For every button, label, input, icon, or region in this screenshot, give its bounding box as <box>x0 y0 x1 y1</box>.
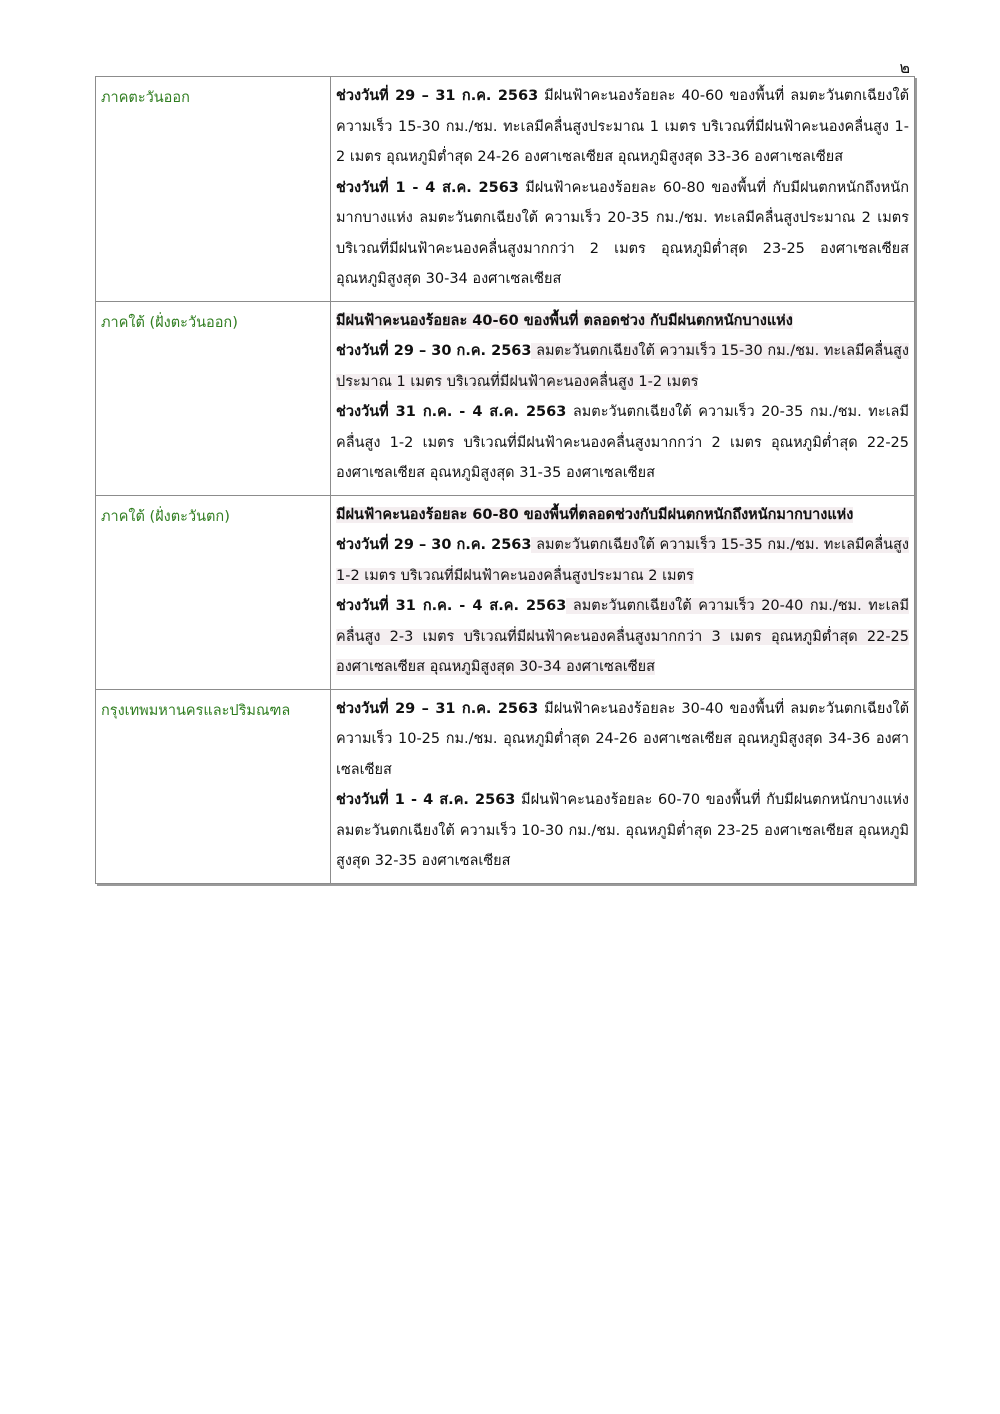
region-name: ภาคใต้ (ฝั่งตะวันตก) <box>96 495 331 689</box>
period-label: ช่วงวันที่ 29 – 30 ก.ค. 2563 <box>336 343 532 359</box>
table-row <box>96 495 915 689</box>
forecast-paragraph <box>336 173 909 295</box>
period-label: ช่วงวันที่ 1 - 4 ส.ค. 2563 <box>336 792 516 808</box>
forecast-paragraph <box>336 500 909 531</box>
period-label: ช่วงวันที่ 29 – 30 ก.ค. 2563 <box>336 537 532 553</box>
forecast-table <box>95 76 915 884</box>
period-text: ลมตะวันตกเฉียงใต้ ความเร็ว 15-30 กม./ชม. ทะเลมีคลื่นสูงประมาณ 1 เมตร บริเวณที่มีฝนฟ้าคะนองคลื่นสูง 1-2 เมตร <box>336 343 909 390</box>
summary-label: มีฝนฟ้าคะนองร้อยละ 40-60 ของพื้นที่ ตลอดช่วง กับมีฝนตกหนักบางแห่ง <box>336 312 793 329</box>
forecast-paragraph <box>336 530 909 591</box>
forecast-detail <box>331 689 915 883</box>
period-label: ช่วงวันที่ 31 ก.ค. - 4 ส.ค. 2563 <box>336 404 567 420</box>
table-row <box>96 689 915 883</box>
period-text: ลมตะวันตกเฉียงใต้ ความเร็ว 20-40 กม./ชม. ทะเลมีคลื่นสูง 2-3 เมตร บริเวณที่มีฝนฟ้าคะนองคลื่นสูงมากกว่า 3 เมตร อุณหภูมิต่ำสุด 22-25 องศาเซลเซียส อุณหภูมิสูงสุด 30-34 องศาเซลเซียส <box>336 598 910 675</box>
forecast-detail <box>331 301 915 495</box>
forecast-paragraph <box>336 397 909 489</box>
forecast-paragraph <box>336 591 909 683</box>
forecast-paragraph <box>336 694 909 786</box>
table-row <box>96 77 915 302</box>
forecast-paragraph <box>336 785 909 877</box>
period-text: มีฝนฟ้าคะนองร้อยละ 60-70 ของพื้นที่ กับมีฝนตกหนักบางแห่ง ลมตะวันตกเฉียงใต้ ความเร็ว 10-30 กม./ชม. อุณหภูมิต่ำสุด 23-25 องศาเซลเซียส อุณหภูมิสูงสุด 32-35 องศาเซลเซียส <box>336 792 909 869</box>
period-text: มีฝนฟ้าคะนองร้อยละ 40-60 ของพื้นที่ ลมตะวันตกเฉียงใต้ ความเร็ว 15-30 กม./ชม. ทะเลมีคลื่นสูงประมาณ 1 เมตร บริเวณที่มีฝนฟ้าคะนองคลื่นสูง 1-2 เมตร อุณหภูมิต่ำสุด 24-26 องศาเซลเซียส อุณหภูมิสูงสุด 33-36 องศาเซลเซียส <box>336 88 909 165</box>
forecast-detail <box>331 495 915 689</box>
forecast-paragraph <box>336 336 909 397</box>
page-number: ๒ <box>899 58 910 77</box>
period-label: ช่วงวันที่ 1 - 4 ส.ค. 2563 <box>336 179 519 196</box>
period-text: ลมตะวันตกเฉียงใต้ ความเร็ว 15-35 กม./ชม. ทะเลมีคลื่นสูง 1-2 เมตร บริเวณที่มีฝนฟ้าคะนองคลื่นสูงประมาณ 2 เมตร <box>336 537 909 584</box>
period-label: ช่วงวันที่ 29 – 31 ก.ค. 2563 <box>336 88 539 104</box>
period-label: ช่วงวันที่ 29 – 31 ก.ค. 2563 <box>336 700 539 717</box>
region-name: ภาคใต้ (ฝั่งตะวันออก) <box>96 301 331 495</box>
forecast-paragraph <box>336 306 909 337</box>
forecast-paragraph <box>336 81 909 173</box>
period-label: ช่วงวันที่ 31 ก.ค. - 4 ส.ค. 2563 <box>336 598 567 614</box>
period-text: มีฝนฟ้าคะนองร้อยละ 30-40 ของพื้นที่ ลมตะวันตกเฉียงใต้ ความเร็ว 10-25 กม./ชม. อุณหภูมิต่ำสุด 24-26 องศาเซลเซียส อุณหภูมิสูงสุด 34-36 องศาเซลเซียส <box>336 700 909 778</box>
period-text: มีฝนฟ้าคะนองร้อยละ 60-80 ของพื้นที่ กับมีฝนตกหนักถึงหนักมากบางแห่ง ลมตะวันตกเฉียงใต้ ความเร็ว 20-35 กม./ชม. ทะเลมีคลื่นสูงประมาณ 2 เมตร บริเวณที่มีฝนฟ้าคะนองคลื่นสูงมากกว่า 2 เมตร อุณหภูมิต่ำสุด 23-25 องศาเซลเซียส อุณหภูมิสูงสุด 30-34 องศาเซลเซียส <box>336 179 909 287</box>
region-name: กรุงเทพมหานครและปริมณฑล <box>96 689 331 883</box>
period-text: ลมตะวันตกเฉียงใต้ ความเร็ว 20-35 กม./ชม. ทะเลมีคลื่นสูง 1-2 เมตร บริเวณที่มีฝนฟ้าคะนองคลื่นสูงมากกว่า 2 เมตร อุณหภูมิต่ำสุด 22-25 องศาเซลเซียส อุณหภูมิสูงสุด 31-35 องศาเซลเซียส <box>336 404 910 481</box>
forecast-detail <box>331 77 915 302</box>
table-row <box>96 301 915 495</box>
summary-label: มีฝนฟ้าคะนองร้อยละ 60-80 ของพื้นที่ตลอดช่วงกับมีฝนตกหนักถึงหนักมากบางแห่ง <box>336 506 854 523</box>
region-name: ภาคตะวันออก <box>96 77 331 302</box>
